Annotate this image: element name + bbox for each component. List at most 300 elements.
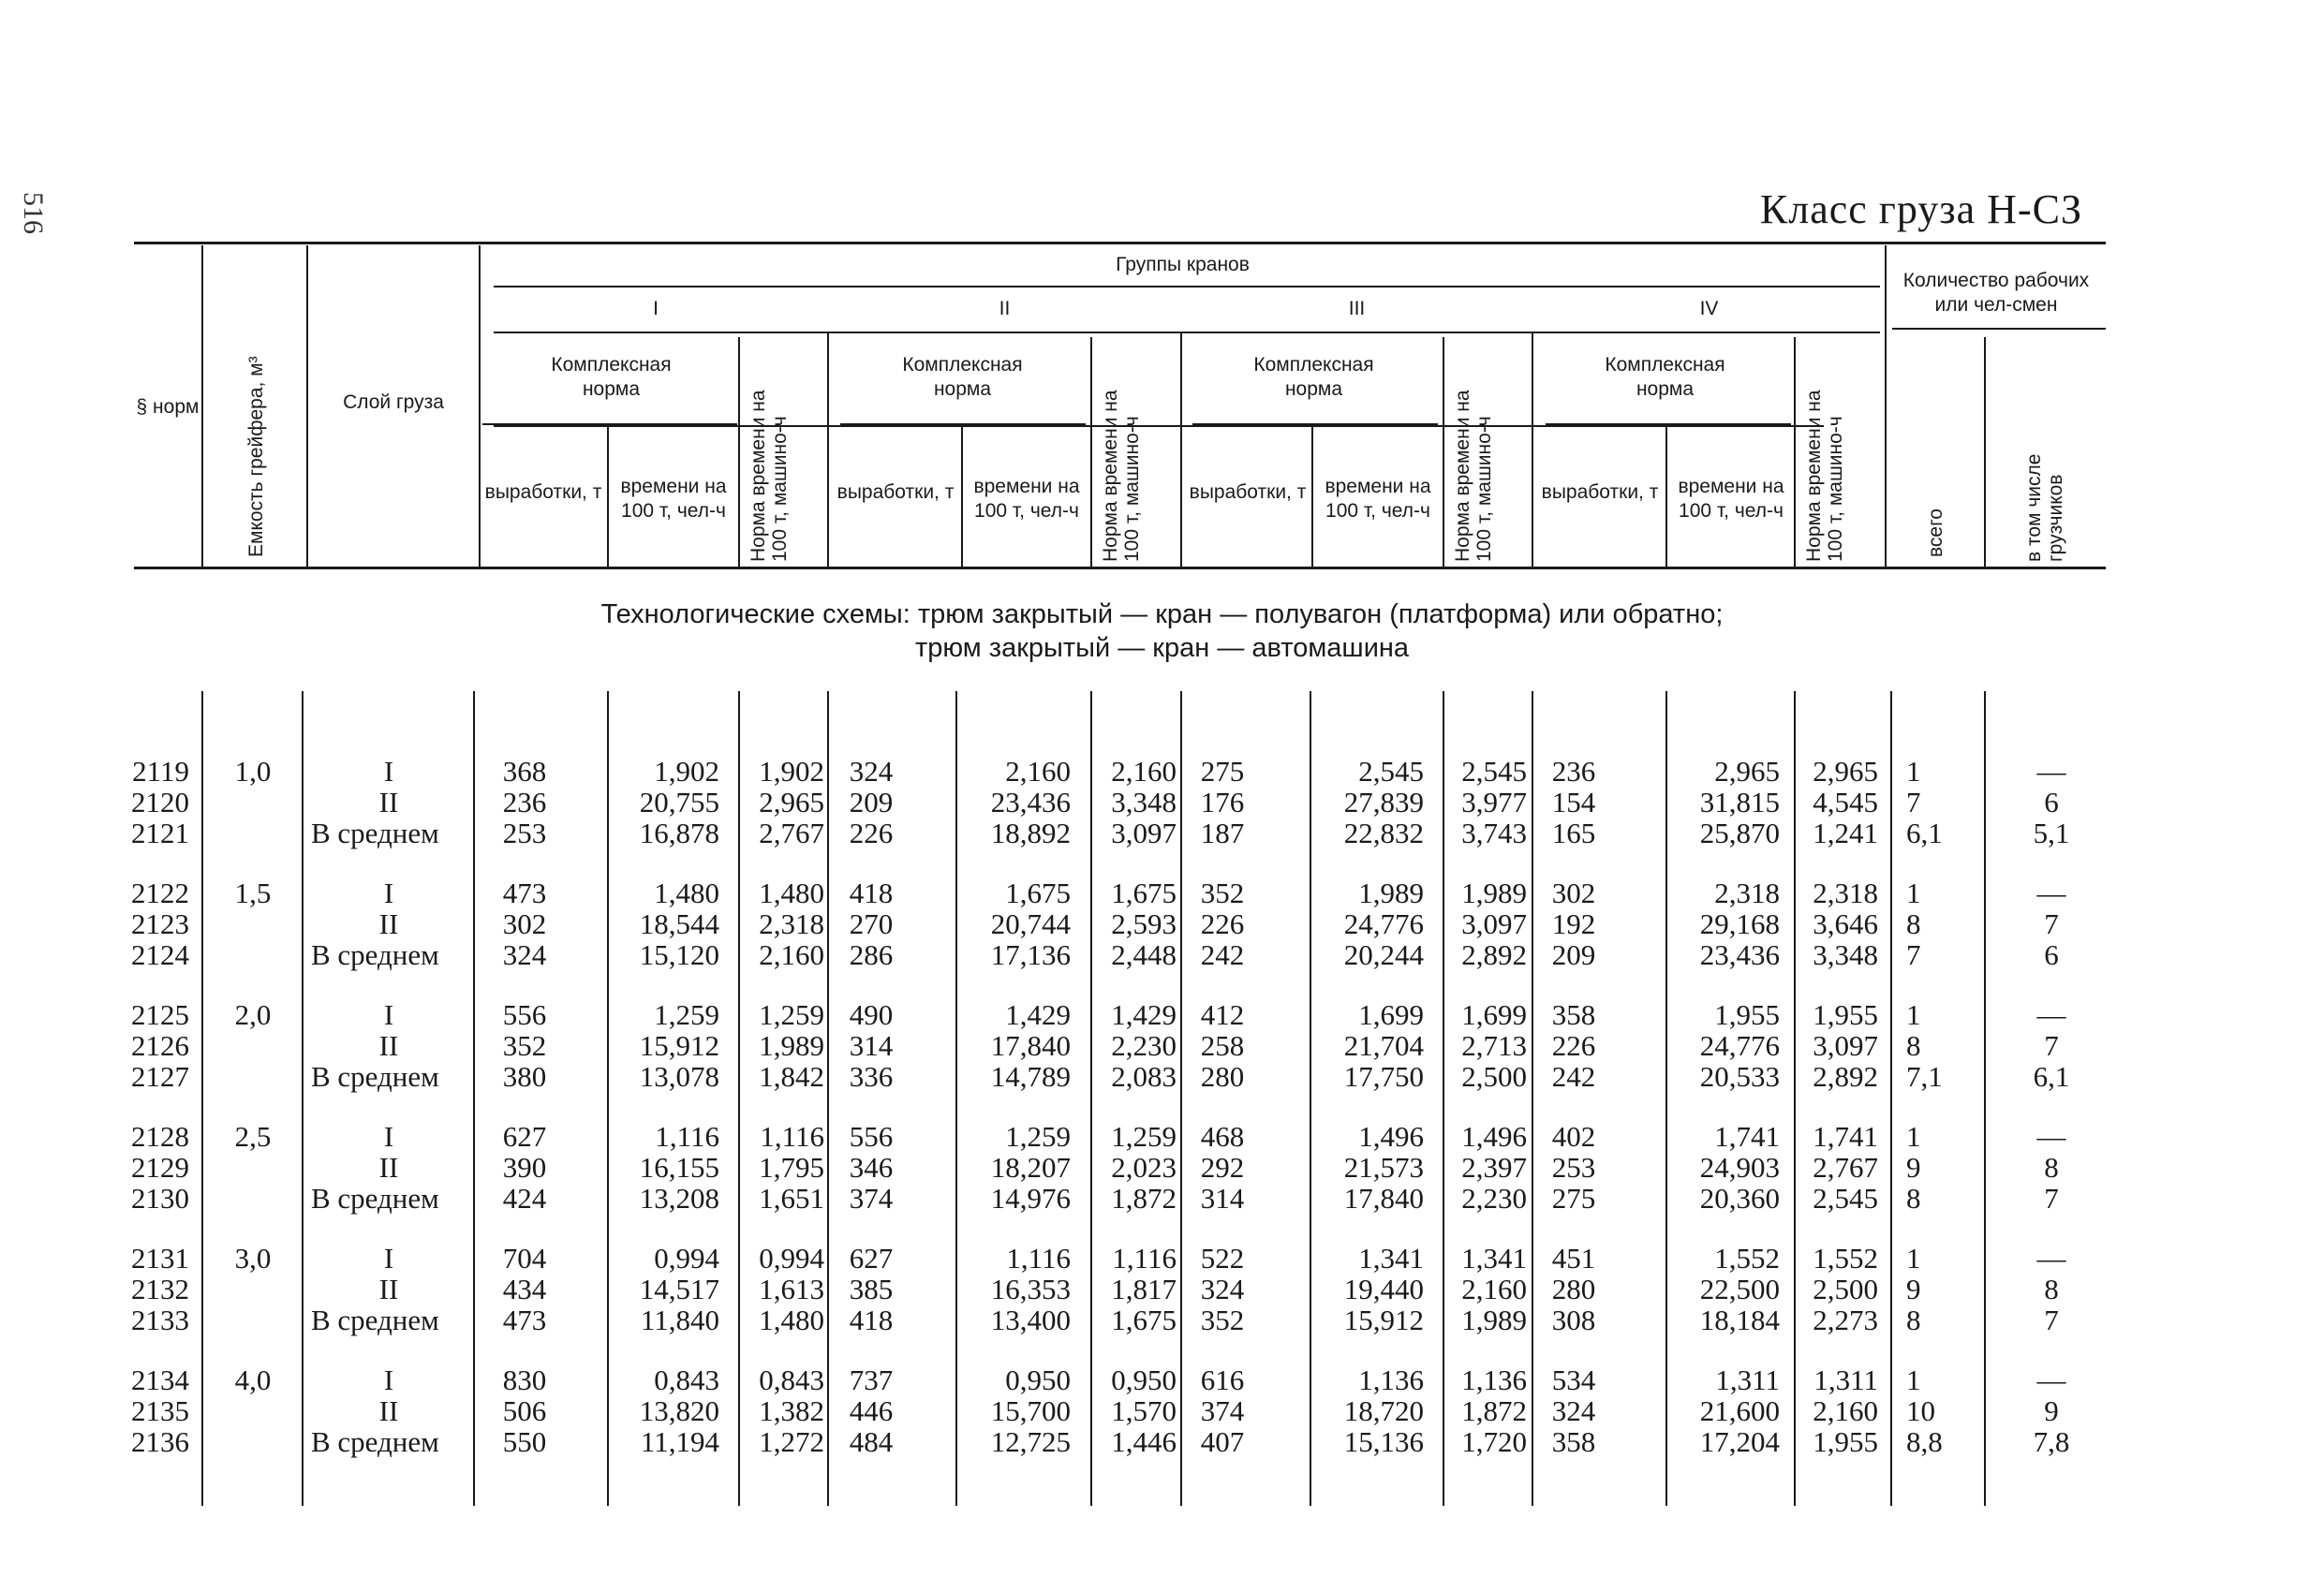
value-cell: 2,023	[1111, 1151, 1177, 1184]
value-cell: 20,744	[990, 907, 1071, 940]
workers-total: 1	[1906, 998, 1921, 1031]
header-machine-norm-2: Норма времени на 100 т, машино-ч	[1100, 390, 1143, 562]
value-cell: 704	[502, 1242, 547, 1275]
grab-capacity: 2,0	[234, 998, 272, 1031]
value-cell: 275	[1200, 755, 1245, 788]
value-cell: 165	[1551, 817, 1596, 849]
value-cell: 209	[849, 786, 894, 818]
value-cell: 4,545	[1813, 786, 1878, 818]
header-group-1: I	[653, 298, 659, 319]
value-cell: 3,097	[1461, 907, 1527, 940]
header-time-2: времени на 100 т, чел-ч	[973, 476, 1080, 522]
norm-number: 2135	[131, 1394, 189, 1427]
value-cell: 2,160	[1813, 1394, 1878, 1427]
cargo-layer: I	[383, 877, 394, 909]
value-cell: 484	[849, 1425, 894, 1458]
value-cell: 1,989	[759, 1029, 824, 1062]
value-cell: 187	[1200, 817, 1245, 849]
value-cell: 1,795	[759, 1151, 824, 1184]
grab-capacity: 4,0	[234, 1364, 272, 1396]
value-cell: 23,436	[990, 786, 1071, 818]
value-cell: 1,259	[654, 998, 719, 1031]
value-cell: 3,348	[1111, 786, 1177, 818]
value-cell: 1,116	[1006, 1242, 1071, 1275]
value-cell: 830	[502, 1364, 547, 1396]
header-cargo-layer: Слой груза	[343, 391, 444, 413]
cargo-layer: В среднем	[311, 1425, 439, 1458]
value-cell: 31,815	[1699, 786, 1780, 818]
value-cell: 374	[849, 1182, 894, 1215]
value-cell: 2,318	[1813, 877, 1878, 909]
value-cell: 506	[502, 1394, 547, 1427]
header-time-1: времени на 100 т, чел-ч	[620, 476, 727, 522]
value-cell: 2,545	[1813, 1182, 1878, 1215]
value-cell: 14,789	[990, 1060, 1071, 1093]
value-cell: 16,353	[990, 1273, 1071, 1305]
value-cell: 418	[849, 1304, 894, 1336]
value-cell: 21,573	[1343, 1151, 1424, 1184]
workers-loaders: 8	[2044, 1273, 2059, 1305]
value-cell: 434	[502, 1273, 547, 1305]
value-cell: 2,318	[759, 907, 824, 940]
value-cell: 2,892	[1461, 938, 1527, 971]
value-cell: 302	[1551, 877, 1596, 909]
value-cell: 18,184	[1699, 1304, 1780, 1336]
header-complex-norm-1: Комплексная норма	[551, 354, 672, 400]
value-cell: 1,720	[1461, 1425, 1527, 1458]
cargo-layer: I	[383, 755, 394, 788]
value-cell: 226	[1551, 1029, 1596, 1062]
value-cell: 358	[1551, 998, 1596, 1031]
workers-total: 8	[1906, 907, 1921, 940]
workers-loaders: 7	[2044, 907, 2059, 940]
value-cell: 15,912	[1343, 1304, 1424, 1336]
value-cell: 270	[849, 907, 894, 940]
workers-loaders: 6	[2044, 938, 2059, 971]
value-cell: 23,436	[1699, 938, 1780, 971]
value-cell: 1,116	[760, 1120, 824, 1153]
value-cell: 1,496	[1461, 1120, 1527, 1153]
workers-total: 9	[1906, 1273, 1921, 1305]
header-output-4: выработки, т	[1541, 481, 1659, 503]
norm-number: 2126	[131, 1029, 189, 1062]
value-cell: 1,842	[759, 1060, 824, 1093]
value-cell: 1,136	[1461, 1364, 1527, 1396]
workers-loaders: —	[2036, 1364, 2066, 1396]
column-divider	[827, 691, 829, 1506]
value-cell: 15,136	[1343, 1425, 1424, 1458]
class-title: Класс груза Н-СЗ	[1759, 186, 2082, 232]
cargo-layer: В среднем	[311, 1304, 439, 1336]
header-group-4: IV	[1699, 298, 1719, 319]
workers-loaders: 9	[2044, 1394, 2059, 1427]
value-cell: 1,272	[759, 1425, 824, 1458]
value-cell: 1,613	[759, 1273, 824, 1305]
value-cell: 0,843	[759, 1364, 824, 1396]
workers-total: 7,1	[1906, 1060, 1943, 1093]
value-cell: 380	[502, 1060, 547, 1093]
value-cell: 0,994	[654, 1242, 719, 1275]
value-cell: 253	[502, 817, 547, 849]
value-cell: 1,341	[1358, 1242, 1424, 1275]
norm-number: 2129	[131, 1151, 189, 1184]
value-cell: 352	[1200, 877, 1245, 909]
value-cell: 3,348	[1813, 938, 1878, 971]
value-cell: 1,989	[1461, 1304, 1527, 1336]
value-cell: 2,545	[1358, 755, 1424, 788]
norm-number: 2133	[131, 1304, 189, 1336]
header-output-2: выработки, т	[836, 481, 955, 503]
value-cell: 2,160	[759, 938, 824, 971]
value-cell: 1,675	[1005, 877, 1071, 909]
value-cell: 0,950	[1005, 1364, 1071, 1396]
value-cell: 1,872	[1111, 1182, 1177, 1215]
norm-number: 2120	[131, 786, 189, 818]
value-cell: 2,965	[1714, 755, 1780, 788]
value-cell: 324	[849, 755, 894, 788]
workers-total: 7	[1906, 786, 1921, 818]
value-cell: 451	[1551, 1242, 1596, 1275]
value-cell: 1,116	[655, 1120, 719, 1153]
value-cell: 20,533	[1699, 1060, 1780, 1093]
header-complex-norm-4: Комплексная норма	[1605, 354, 1725, 400]
value-cell: 2,767	[1813, 1151, 1878, 1184]
value-cell: 2,160	[1111, 755, 1177, 788]
grab-capacity: 1,5	[234, 877, 272, 909]
value-cell: 2,965	[759, 786, 824, 818]
value-cell: 258	[1200, 1029, 1245, 1062]
value-cell: 418	[849, 877, 894, 909]
value-cell: 11,840	[640, 1304, 719, 1336]
value-cell: 0,950	[1111, 1364, 1177, 1396]
value-cell: 627	[849, 1242, 894, 1275]
column-divider	[201, 691, 203, 1506]
value-cell: 209	[1551, 938, 1596, 971]
header-complex-norm-3: Комплексная норма	[1253, 354, 1374, 400]
workers-total: 6,1	[1906, 817, 1943, 849]
cargo-layer: II	[378, 907, 399, 940]
norm-number: 2123	[131, 907, 189, 940]
value-cell: 1,741	[1714, 1120, 1780, 1153]
column-divider	[955, 691, 957, 1506]
workers-loaders: 7	[2044, 1029, 2059, 1062]
value-cell: 402	[1551, 1120, 1596, 1153]
page-number: 516	[18, 192, 49, 234]
value-cell: 176	[1200, 786, 1245, 818]
value-cell: 1,259	[759, 998, 824, 1031]
value-cell: 2,500	[1461, 1060, 1527, 1093]
workers-loaders: 7,8	[2033, 1425, 2070, 1458]
value-cell: 275	[1551, 1182, 1596, 1215]
value-cell: 2,892	[1813, 1060, 1878, 1093]
value-cell: 737	[849, 1364, 894, 1396]
value-cell: 1,136	[1358, 1364, 1424, 1396]
value-cell: 1,446	[1111, 1425, 1177, 1458]
value-cell: 1,989	[1358, 877, 1424, 909]
value-cell: 15,120	[639, 938, 719, 971]
value-cell: 29,168	[1699, 907, 1780, 940]
value-cell: 20,244	[1343, 938, 1424, 971]
workers-total: 1	[1906, 1120, 1921, 1153]
value-cell: 3,646	[1813, 907, 1878, 940]
value-cell: 14,517	[639, 1273, 719, 1305]
column-divider	[1984, 691, 1986, 1506]
value-cell: 336	[849, 1060, 894, 1093]
workers-loaders: 7	[2044, 1182, 2059, 1215]
value-cell: 286	[849, 938, 894, 971]
header-machine-norm-1: Норма времени на 100 т, машино-ч	[748, 390, 791, 562]
cargo-layer: II	[378, 1151, 399, 1184]
header-machine-norm-3: Норма времени на 100 т, машино-ч	[1452, 390, 1495, 562]
value-cell: 1,480	[759, 1304, 824, 1336]
value-cell: 2,397	[1461, 1151, 1527, 1184]
header-complex-norm-2: Комплексная норма	[902, 354, 1023, 400]
cargo-layer: I	[383, 1120, 394, 1153]
cargo-layer: В среднем	[311, 938, 439, 971]
value-cell: 154	[1551, 786, 1596, 818]
workers-total: 8,8	[1906, 1425, 1943, 1458]
value-cell: 16,155	[639, 1151, 719, 1184]
value-cell: 314	[849, 1029, 894, 1062]
norm-number: 2130	[131, 1182, 189, 1215]
norm-number: 2119	[132, 755, 189, 788]
value-cell: 24,776	[1699, 1029, 1780, 1062]
norm-number: 2125	[131, 998, 189, 1031]
value-cell: 1,382	[759, 1394, 824, 1427]
cargo-layer: II	[378, 786, 399, 818]
workers-total: 1	[1906, 1242, 1921, 1275]
technology-caption	[0, 597, 2324, 665]
value-cell: 1,259	[1005, 1120, 1071, 1153]
value-cell: 424	[502, 1182, 547, 1215]
value-cell: 352	[502, 1029, 547, 1062]
value-cell: 324	[1551, 1394, 1596, 1427]
value-cell: 324	[1200, 1273, 1245, 1305]
norm-number: 2131	[131, 1242, 189, 1275]
value-cell: 242	[1551, 1060, 1596, 1093]
value-cell: 192	[1551, 907, 1596, 940]
cargo-layer: I	[383, 1242, 394, 1275]
caption-line-1: Технологические схемы: трюм закрытый — кран — полувагон (платформа) или обратно;	[600, 599, 1724, 629]
value-cell: 1,480	[759, 877, 824, 909]
workers-total: 8	[1906, 1182, 1921, 1215]
value-cell: 226	[1200, 907, 1245, 940]
value-cell: 20,755	[639, 786, 719, 818]
value-cell: 2,160	[1005, 755, 1071, 788]
value-cell: 17,204	[1699, 1425, 1780, 1458]
value-cell: 2,545	[1461, 755, 1527, 788]
workers-loaders: 7	[2044, 1304, 2059, 1336]
value-cell: 1,496	[1358, 1120, 1424, 1153]
value-cell: 1,955	[1813, 1425, 1878, 1458]
cargo-layer: В среднем	[311, 817, 439, 849]
value-cell: 2,448	[1111, 938, 1177, 971]
value-cell: 3,097	[1813, 1029, 1878, 1062]
column-divider	[473, 691, 475, 1506]
header-group-3: III	[1348, 298, 1366, 319]
value-cell: 627	[502, 1120, 547, 1153]
value-cell: 11,194	[640, 1425, 719, 1458]
value-cell: 226	[849, 817, 894, 849]
value-cell: 13,078	[639, 1060, 719, 1093]
value-cell: 1,902	[654, 755, 719, 788]
value-cell: 2,230	[1111, 1029, 1177, 1062]
value-cell: 473	[502, 877, 547, 909]
value-cell: 236	[502, 786, 547, 818]
cargo-layer: В среднем	[311, 1182, 439, 1215]
value-cell: 556	[502, 998, 547, 1031]
value-cell: 446	[849, 1394, 894, 1427]
value-cell: 3,743	[1461, 817, 1527, 849]
header-group-2: II	[999, 298, 1011, 319]
value-cell: 1,552	[1813, 1242, 1878, 1275]
norm-number: 2134	[131, 1364, 189, 1396]
header-output-1: выработки, т	[484, 481, 602, 503]
value-cell: 1,902	[759, 755, 824, 788]
value-cell: 352	[1200, 1304, 1245, 1336]
workers-loaders: —	[2036, 998, 2066, 1031]
value-cell: 21,600	[1699, 1394, 1780, 1427]
value-cell: 2,713	[1461, 1029, 1527, 1062]
value-cell: 17,840	[1343, 1182, 1424, 1215]
header-grab-capacity: Емкость грейфера, м³	[245, 356, 267, 557]
grab-capacity: 3,0	[234, 1242, 272, 1275]
value-cell: 358	[1551, 1425, 1596, 1458]
value-cell: 490	[849, 998, 894, 1031]
value-cell: 21,704	[1343, 1029, 1424, 1062]
value-cell: 1,872	[1461, 1394, 1527, 1427]
value-cell: 3,977	[1461, 786, 1527, 818]
value-cell: 1,955	[1813, 998, 1878, 1031]
value-cell: 1,341	[1461, 1242, 1527, 1275]
value-cell: 1,651	[759, 1182, 824, 1215]
value-cell: 1,817	[1111, 1273, 1177, 1305]
value-cell: 27,839	[1343, 786, 1424, 818]
norm-number: 2132	[131, 1273, 189, 1305]
value-cell: 1,429	[1005, 998, 1071, 1031]
value-cell: 2,318	[1714, 877, 1780, 909]
value-cell: 368	[502, 755, 547, 788]
value-cell: 0,843	[654, 1364, 719, 1396]
value-cell: 18,892	[990, 817, 1071, 849]
header-crane-groups: Группы кранов	[1116, 254, 1250, 275]
value-cell: 1,955	[1714, 998, 1780, 1031]
value-cell: 17,840	[990, 1029, 1071, 1062]
value-cell: 1,675	[1111, 1304, 1177, 1336]
value-cell: 522	[1200, 1242, 1245, 1275]
value-cell: 390	[502, 1151, 547, 1184]
header-time-4: времени на 100 т, чел-ч	[1678, 476, 1784, 522]
column-divider	[1180, 691, 1182, 1506]
value-cell: 1,699	[1461, 998, 1527, 1031]
header-time-3: времени на 100 т, чел-ч	[1325, 476, 1431, 522]
norm-number: 2136	[131, 1425, 189, 1458]
workers-total: 7	[1906, 938, 1921, 971]
value-cell: 22,500	[1699, 1273, 1780, 1305]
value-cell: 19,440	[1343, 1273, 1424, 1305]
value-cell: 20,360	[1699, 1182, 1780, 1215]
workers-loaders: —	[2036, 1120, 2066, 1153]
workers-total: 1	[1906, 1364, 1921, 1396]
value-cell: 1,259	[1111, 1120, 1177, 1153]
value-cell: 17,750	[1343, 1060, 1424, 1093]
value-cell: 253	[1551, 1151, 1596, 1184]
value-cell: 1,116	[1112, 1242, 1177, 1275]
value-cell: 1,570	[1111, 1394, 1177, 1427]
value-cell: 385	[849, 1273, 894, 1305]
value-cell: 13,208	[639, 1182, 719, 1215]
value-cell: 24,903	[1699, 1151, 1780, 1184]
workers-total: 8	[1906, 1029, 1921, 1062]
grab-capacity: 1,0	[234, 755, 272, 788]
workers-total: 1	[1906, 877, 1921, 909]
header-incl-loaders: в том числе грузчиков	[2023, 453, 2066, 562]
cargo-layer: II	[378, 1273, 399, 1305]
value-cell: 346	[849, 1151, 894, 1184]
header-output-3: выработки, т	[1189, 481, 1307, 503]
table-header	[0, 0, 2324, 581]
value-cell: 1,311	[1813, 1364, 1878, 1396]
workers-loaders: 6,1	[2033, 1060, 2070, 1093]
column-divider	[302, 691, 303, 1506]
value-cell: 1,552	[1714, 1242, 1780, 1275]
value-cell: 407	[1200, 1425, 1245, 1458]
value-cell: 473	[502, 1304, 547, 1336]
workers-total: 1	[1906, 755, 1921, 788]
value-cell: 18,720	[1343, 1394, 1424, 1427]
value-cell: 1,989	[1461, 877, 1527, 909]
cargo-layer: I	[383, 998, 394, 1031]
value-cell: 280	[1200, 1060, 1245, 1093]
caption-line-2: трюм закрытый — кран — автомашина	[914, 633, 1410, 663]
value-cell: 236	[1551, 755, 1596, 788]
value-cell: 556	[849, 1120, 894, 1153]
value-cell: 242	[1200, 938, 1245, 971]
cargo-layer: I	[383, 1364, 394, 1396]
workers-loaders: 5,1	[2033, 817, 2070, 849]
workers-loaders: —	[2036, 877, 2066, 909]
workers-total: 10	[1906, 1394, 1935, 1427]
value-cell: 24,776	[1343, 907, 1424, 940]
norm-number: 2121	[131, 817, 189, 849]
cargo-layer: II	[378, 1029, 399, 1062]
value-cell: 308	[1551, 1304, 1596, 1336]
value-cell: 1,241	[1813, 817, 1878, 849]
norm-number: 2124	[131, 938, 189, 971]
value-cell: 314	[1200, 1182, 1245, 1215]
value-cell: 15,700	[990, 1394, 1071, 1427]
workers-loaders: —	[2036, 1242, 2066, 1275]
value-cell: 2,160	[1461, 1273, 1527, 1305]
value-cell: 1,675	[1111, 877, 1177, 909]
value-cell: 13,820	[639, 1394, 719, 1427]
value-cell: 292	[1200, 1151, 1245, 1184]
header-total: всего	[1925, 509, 1947, 557]
norm-number: 2122	[131, 877, 189, 909]
value-cell: 534	[1551, 1364, 1596, 1396]
value-cell: 2,965	[1813, 755, 1878, 788]
value-cell: 18,207	[990, 1151, 1071, 1184]
value-cell: 12,725	[990, 1425, 1071, 1458]
value-cell: 13,400	[990, 1304, 1071, 1336]
value-cell: 2,500	[1813, 1273, 1878, 1305]
workers-loaders: —	[2036, 755, 2066, 788]
value-cell: 550	[502, 1425, 547, 1458]
value-cell: 280	[1551, 1273, 1596, 1305]
value-cell: 1,429	[1111, 998, 1177, 1031]
grab-capacity: 2,5	[234, 1120, 272, 1153]
value-cell: 468	[1200, 1120, 1245, 1153]
